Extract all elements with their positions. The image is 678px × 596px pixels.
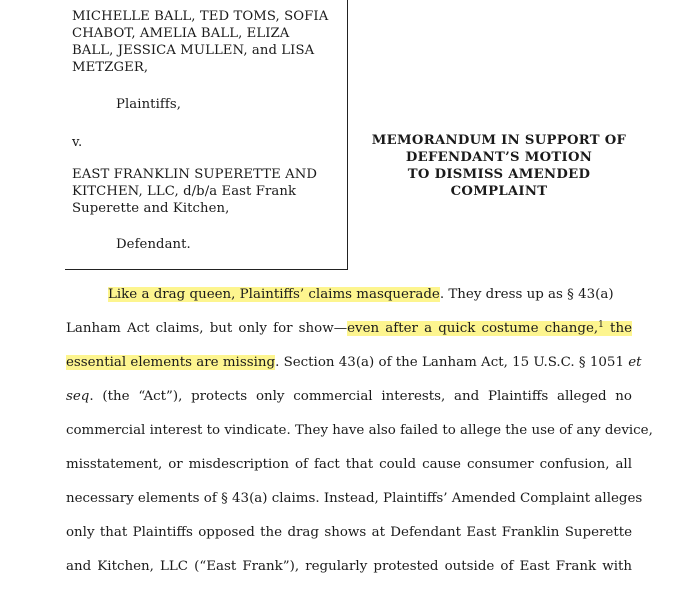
footnote-marker[interactable]: 1 [598, 320, 604, 330]
body-line-7: necessary elements of § 43(a) claims. Instead, Plaintiffs’ Amended Complaint alleges [66, 491, 643, 506]
body-line-3 [66, 353, 642, 373]
plaintiffs-label: Plaintiffs, [116, 97, 182, 112]
title-line-3: TO DISMISS AMENDED [407, 167, 591, 182]
title-line-1: MEMORANDUM IN SUPPORT OF [371, 133, 627, 148]
highlight-text: the [603, 321, 632, 336]
body-text: . They dress up as § 43(a) [439, 287, 614, 302]
plaintiffs-line-2: CHABOT, AMELIA BALL, ELIZA [72, 26, 290, 41]
body-text: . (the “Act”), protects only commercial interests, and Plaintiffs alleged no [89, 389, 632, 404]
versus-label: v. [72, 135, 83, 150]
plaintiffs-line-3: BALL, JESSICA MULLEN, and LISA [72, 43, 315, 58]
body-line-8: only that Plaintiffs opposed the drag shows at Defendant East Franklin Superette [66, 525, 632, 540]
body-line-6: misstatement, or misdescription of fact that could cause consumer confusion, all [66, 457, 632, 472]
body-line-5: commercial interest to vindicate. They have also failed to allege the use of any device, [66, 423, 653, 438]
highlight-2 [347, 321, 632, 336]
defendant-line-2: KITCHEN, LLC, d/b/a East Frank [72, 184, 297, 199]
body-line-2 [66, 319, 632, 339]
body-text: . Section 43(a) of the Lanham Act, 15 U.S.C. § 1051 [275, 355, 629, 370]
caption-horizontal-rule [65, 269, 348, 270]
defendant-line-1: EAST FRANKLIN SUPERETTE AND [72, 167, 318, 182]
body-text-italic: et [628, 355, 642, 370]
title-line-4: COMPLAINT [450, 184, 548, 199]
body-line-4 [66, 387, 632, 407]
highlight-3: essential elements are missing [66, 355, 276, 370]
body-line-1 [108, 285, 632, 305]
plaintiffs-line-4: METZGER, [72, 60, 149, 75]
case-caption [72, 8, 350, 270]
body-text: Lanham Act claims, but only for show— [66, 321, 348, 336]
defendant-line-3: Superette and Kitchen, [72, 201, 230, 216]
plaintiffs-line-1: MICHELLE BALL, TED TOMS, SOFIA [72, 9, 329, 24]
caption-vertical-rule [347, 0, 348, 270]
document-title [354, 132, 644, 200]
body-line-9: and Kitchen, LLC (“East Frank”), regularly protested outside of East Frank with [66, 559, 632, 574]
highlight-1: Like a drag queen, Plaintiffs’ claims masquerade [108, 287, 440, 302]
title-line-2: DEFENDANT’S MOTION [405, 150, 593, 165]
body-text-italic: seq [66, 389, 90, 404]
defendant-label: Defendant. [116, 237, 191, 252]
highlight-text: even after a quick costume change, [347, 321, 599, 336]
